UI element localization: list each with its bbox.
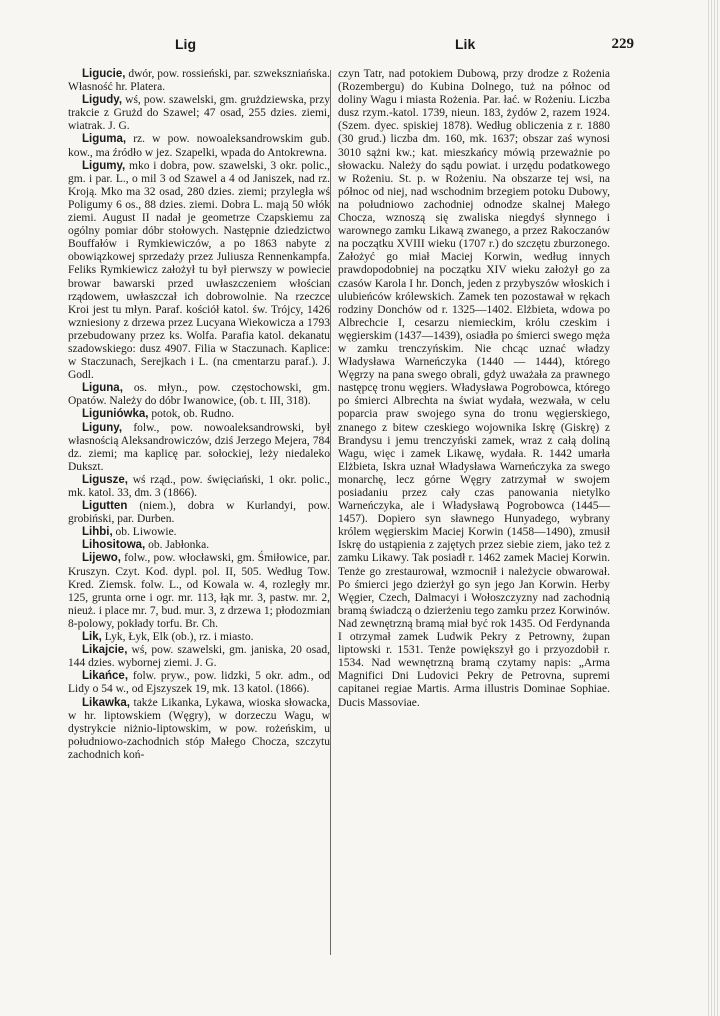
dictionary-entry xyxy=(68,697,330,762)
header-left-guideword: Lig xyxy=(175,36,196,52)
dictionary-entry xyxy=(68,500,330,526)
dictionary-entry xyxy=(68,631,330,644)
entry-headword: Lijewo, xyxy=(82,552,121,565)
entry-text: folw., pow. włocławski, gm. Śmiłowice, par. Kruszyn. Czyt. Kod. dypl. pol. II, 505. Według Tow. Kred. Ziemsk. folw. L., od Kowala w. 4, rozległy mr. 125, grunta orne i ogr. mr. 113, łąk mr. 3, pastw. mr. 2, nieuż. i place mr. 7, bud. mur. 3, z drzewa 1; płodozmian 8-polowy, pokłady torfu. Br. Ch. xyxy=(68,552,330,630)
entry-text: wś rząd., pow. święciański, 1 okr. polic., mk. katol. 33, dm. 3 (1866). xyxy=(68,473,330,499)
entry-text: (niem.), dobra w Kurlandyi, pow. grobiński, par. Durben. xyxy=(68,500,330,526)
dictionary-entry xyxy=(68,474,330,500)
dictionary-entry xyxy=(68,422,330,474)
header-right-guideword: Lik xyxy=(455,36,476,52)
entry-text: także Likanka, Lykawa, wioska słowacka, w hr. liptowskiem (Węgry), w dorzeczu Wagu, w dystrykcie niżnio-liptowskim, w pow. rożeńskim, u południowo-zachodnich stóp Małego Chocza, szczytu zachodnich koń- xyxy=(68,696,330,761)
left-column xyxy=(68,68,330,762)
entry-text: ob. Liwowie. xyxy=(112,526,177,539)
right-column xyxy=(338,68,610,710)
entry-headword: Liguny, xyxy=(82,421,123,434)
dictionary-entry xyxy=(68,644,330,670)
entry-text: Lyk, Łyk, Elk (ob.), rz. i miasto. xyxy=(101,631,254,644)
entry-headword: Ligutten xyxy=(82,500,128,513)
entry-text: czyn Tatr, nad potokiem Dubową, przy drodze z Rożenia (Rozembergu) do Kubina Dolnego, tuż na północ od doliny Wagu i miasta Rożenia. Par. łać. w Rożeniu. Liczba dusz rzym.-katol. 1739, nieun. 183, żydów 2, razem 1924. (Szem. dyec. spiskiej 1878). Według obliczenia z r. 1880 (30 grud.) liczba dm. 160, mk. 1637; obszar zaś wynosi 3010 sążni kw.; kat. mieszkańcy mówią przeważnie po słowacku. Należy do sądu powiat. i urzędu podatkowego w Rożeniu. St. p. w Rożeniu. Na obszarze tej wsi, na północ od niej, nad wschodnim brzegiem potoku Dubowy, na południowo zachodniej odnodze skalnej Małego Chocza, wznoszą się zwaliska niegdyś słynnego i warownego zamku Likawą zwanego, a przez Rakoczanów na początku XVIII wieku (1707 r.) do szczętu zburzonego. Założyć go miał Maciej Korwin, według innych prawdopodobniej na początku XIV wieku założył go za czasów Karola I hr. Donch, jeden z przybyszów włoskich i ulubieńców królewskich. Zamek ten pozostawał w rękach rodziny Donchów od r. 1325—1402. Elżbieta, wdowa po Albrechcie I, cesarzu niemieckim, królu czeskim i węgierskim (1437—1439), osiadła po śmierci swego męża w zamku trenczyńskim. Nie chcąc uznać władzy Władysława Warneńczyka (1440 — 1444), którego Węgrzy na pana swego obrali, gdyż uważała za prawnego następcę tronu węgiers. Władysława Pogrobowca, którego po śmierci Albrechta na świat wydała, wezwała, w celu poparcia praw swojego syna do tronu węgierskiego, znanego z bitew czeskiego wojownika Iskrę (Giskrę) z Brandysu i jemu trenczyński zamek, wraz z całą doliną Wagu, więc i zamek Likawę, wydała. R. 1442 umarła Elżbieta, Iskra uznał Władysława Warneńczyka za swego monarchę, lecz górne Węgry zatrzymał w swojem posiadaniu przez cały czas panowania nietylko Warneńczyka, ale i Władysławą Pogrobowca (1445—1457). Dopiero syn sławnego Hunyadego, wybrany królem węgierskim Maciej Korwin (1458—1490), zmusił Iskrę do ustąpienia z zajętych przez siebie ziem, jako też z zamku Likawy. Tak posiadł r. 1462 zamek Maciej Korwin. Tenże go zrestaurował, wzmocnił i należycie obwarował. Po śmierci jego dzierżył go syn jego Jan Korwin. Herby Węgier, Czech, Dalmacyi i Wołoszczyzny nad zachodnią bramą świadczą o dzierżeniu tego zamku przez Korwinów. Nad zewnętrzną bramą miał być rok 1435. Od Ferdynanda I otrzymał zamek Ludwik Pekry z Petrowny, żupan liptowski r. 1531. Tenże powiększył go i przyozdobił r. 1534. Nad wewnętrzną bramą czytamy napis: „Arma Magnifici Dni Ludovici Pekry de Petrovna, supremi capitanei regiae Martis. Arma illustris Dominae Sophiae. Ducis Massoviae. xyxy=(338,68,610,709)
entry-headword: Likańce, xyxy=(82,670,129,683)
entry-headword: Liguna, xyxy=(82,382,123,395)
dictionary-entry xyxy=(68,133,330,159)
column-divider xyxy=(330,70,331,955)
dictionary-entry xyxy=(68,382,330,408)
entry-text: rz. w pow. nowoaleksandrowskim gub. kow., ma źródło w jez. Szapelki, wpada do Antokrewna. xyxy=(68,133,330,159)
dictionary-entry xyxy=(338,68,610,710)
entry-headword: Ligusze, xyxy=(82,473,129,486)
entry-headword: Liguniówka, xyxy=(82,408,149,421)
entry-text: ob. Jabłonka. xyxy=(145,539,210,552)
entry-headword: Ligumy, xyxy=(82,159,126,172)
dictionary-entry xyxy=(68,526,330,539)
dictionary-entry xyxy=(68,94,330,133)
entry-headword: Ligudy, xyxy=(82,94,123,107)
entry-text: folw. pryw., pow. lidzki, 5 okr. adm., od Lidy o 54 w., od Ejszyszek 19, mk. 13 katol. (1866). xyxy=(68,670,330,696)
scan-edge xyxy=(708,0,720,1016)
entry-headword: Ligucie, xyxy=(82,68,126,80)
running-head xyxy=(60,36,634,60)
dictionary-entry xyxy=(68,408,330,421)
dictionary-entry xyxy=(68,68,330,94)
dictionary-entry xyxy=(68,539,330,552)
entry-text: wś, pow. szawelski, gm. janiska, 20 osad, 144 dzies. wybornej ziemi. J. G. xyxy=(68,644,330,670)
entry-headword: Likajcie, xyxy=(82,644,128,657)
entry-headword: Lihositowa, xyxy=(82,539,146,552)
entry-text: potok, ob. Rudno. xyxy=(148,408,235,421)
entry-text: folw., pow. nowoaleksandrowski, był własnością Aleksandrowiczów, dziś Jerzego Mejera, 784 dz. ziemi; ma kaplicę par. sołockiej, leży niedaleko Dukszt. xyxy=(68,421,330,473)
dictionary-entry xyxy=(68,552,330,631)
entry-headword: Lihbi, xyxy=(82,526,113,539)
page-number: 229 xyxy=(611,36,634,52)
entry-headword: Likawka, xyxy=(82,696,130,709)
entry-headword: Liguma, xyxy=(82,133,127,146)
entry-text: mko i dobra, pow. szawelski, 3 okr. polic., gm. i par. L., o mil 3 od Szawel a 4 od Janiszek, nad rz. Kroją. Mko ma 32 osad, 280 dzies. ziemi; przyległa wś Poligumy 6 os., 88 dzies. ziemi. Dobra L. mają 50 włók ziemi. August II nadał je geometrze Czapskiemu za ogólny pomiar dóbr stołowych. Następnie dziedzictwo Bouffałów i Rymkiewiczów, a po 1863 nabyte z obowiązkowej sprzedaży przez Juliusza Rennenkampfa. Feliks Rymkiewicz założył tu był pierwszy w powiecie browar bawarski przed uwłaszczeniem włościan rządowem, uwłaszczał ich dobrowolnie. Na rzeczce Kroi jest tu młyn. Paraf. kościół katol. św. Trójcy, 1426 wzniesiony z drzewa przez Lucyana Wiekowicza a 1793 przebudowany przez ks. Wolfa. Parafia katol. dekanatu szadowskiego: dusz 4907. Filia w Staczunach. Kaplice: w Staczunach, Serejkach i L. (na cmentarzu paraf.). J. Godl. xyxy=(68,159,330,382)
dictionary-entry xyxy=(68,160,330,383)
dictionary-entry xyxy=(68,670,330,696)
entry-text: wś, pow. szawelski, gm. grużdziewska, przy trakcie z Grużd do Szawel; 47 osad, 255 dzies. ziemi, wiatrak. J. G. xyxy=(68,94,330,133)
entry-headword: Lik, xyxy=(82,631,102,644)
entry-text: dwór, pow. rossieński, par. szwekszniańska. Własność hr. Platera. xyxy=(68,68,330,94)
entry-text: os. młyn., pow. częstochowski, gm. Opatów. Należy do dóbr Iwanowice, (ob. t. III, 318). xyxy=(68,382,330,408)
